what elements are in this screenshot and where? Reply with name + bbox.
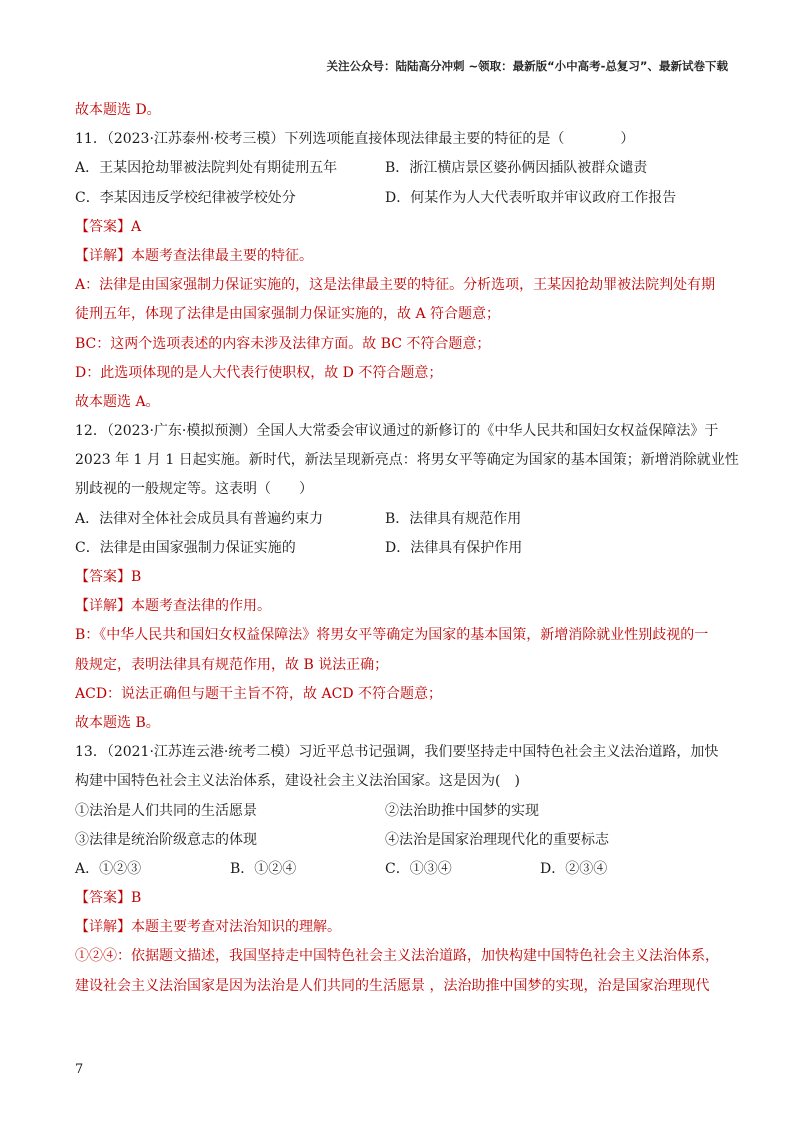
question-13-statements-row2 [75, 826, 735, 855]
explanation-line: ACD：说法正确但与题干主旨不符，故 ACD 不符合题意； [75, 685, 442, 702]
detail-label: 【详解】本题考查法律的作用。 [75, 598, 271, 615]
explanation-line: 般规定，表明法律具有规范作用，故 B 说法正确； [75, 656, 389, 673]
explanation-line: D：此选项体现的是人大代表行使职权，故 D 不符合题意； [75, 364, 443, 381]
detail-label: 【详解】本题主要考查对法治知识的理解。 [75, 919, 341, 936]
question-13-statements-row1 [75, 797, 735, 826]
explanation-line: ①②④：依据题文描述，我国坚持走中国特色社会主义法治道路，加快构建中国特色社会主义法治体系， [75, 948, 719, 965]
document-body [75, 96, 739, 1001]
question-13-stem: 构建中国特色社会主义法治体系，建设社会主义法治国家。这是因为( ) [75, 773, 520, 790]
statement-3: ③法律是统治阶级意志的体现 [75, 831, 257, 848]
page-number: 7 [75, 1062, 84, 1077]
statement-4: ④法治是国家治理现代化的重要标志 [385, 831, 609, 848]
question-11-options-row2 [75, 184, 735, 213]
conclusion-line: 故本题选 A。 [75, 393, 160, 410]
explanation-line: 徒刑五年，体现了法律是由国家强制力保证实施的，故 A 符合题意； [75, 306, 501, 323]
conclusion-line: 故本题选 B。 [75, 714, 160, 731]
question-11-options-row1 [75, 154, 735, 183]
explanation-line: A：法律是由国家强制力保证实施的，这是法律最主要的特征。分析选项，王某因抢劫罪被法院判处有期 [75, 277, 716, 294]
option-c: C．法律是由国家强制力保证实施的 [75, 539, 296, 556]
option-d: D．法律具有保护作用 [385, 539, 523, 556]
statement-2: ②法治助推中国梦的实现 [385, 802, 539, 819]
conclusion-line: 故本题选 D。 [75, 102, 161, 118]
question-11-stem: 11．（2023·江苏泰州·校考三模）下列选项能直接体现法律最主要的特征的是（ ） [75, 131, 635, 148]
question-13-options [75, 855, 735, 884]
question-12-stem: 12．（2023·广东·模拟预测）全国人大常委会审议通过的新修订的《中华人民共和国妇女权益保障法》于 [75, 423, 719, 440]
option-b: B．法律具有规范作用 [385, 510, 522, 527]
statement-1: ①法治是人们共同的生活愿景 [75, 802, 257, 819]
option-c: C．李某因违反学校纪律被学校处分 [75, 189, 296, 206]
question-12-stem: 2023 年 1 月 1 日起实施。新时代，新法呈现新亮点：将男女平等确定为国家的基本国策；新增消除就业性 [75, 452, 739, 469]
answer-label: 【答案】B [75, 569, 142, 585]
explanation-line: B：《中华人民共和国妇女权益保障法》将男女平等确定为国家的基本国策，新增消除就业性别歧视的一 [75, 627, 709, 644]
question-12-options-row1 [75, 505, 735, 534]
question-13-stem: 13．（2021·江苏连云港·统考二模）习近平总书记强调，我们要坚持走中国特色社会主义法治道路，加快 [75, 744, 719, 761]
explanation-line: 建设社会主义法治国家是因为法治是人们共同的生活愿景 ，法治助推中国梦的实现，治是国家治理现代 [75, 977, 710, 994]
option-a: A．①②③ [75, 860, 142, 877]
question-12-options-row2 [75, 534, 735, 563]
answer-label: 【答案】A [75, 218, 142, 235]
explanation-line: BC：这两个选项表述的内容未涉及法律方面。故 BC 不符合题意； [75, 335, 491, 352]
option-a: A．法律对全体社会成员具有普遍约束力 [75, 510, 324, 527]
option-a: A．王某因抢劫罪被法院判处有期徒刑五年 [75, 160, 338, 177]
option-d: D．何某作为人大代表听取并审议政府工作报告 [385, 189, 677, 206]
option-b: B．①②④ [230, 860, 297, 877]
page-header: 关注公众号：陆陆高分冲刺 ~领取：最新版“小中高考-总复习”、最新试卷下载 [326, 59, 728, 73]
answer-label: 【答案】B [75, 890, 142, 907]
question-12-stem: 别歧视的一般规定等。这表明（ ） [75, 481, 313, 498]
option-c: C．①③④ [385, 860, 452, 877]
detail-label: 【详解】本题考查法律最主要的特征。 [75, 247, 313, 264]
option-d: D．②③④ [540, 860, 608, 877]
option-b: B．浙江横店景区婆孙俩因插队被群众谴责 [385, 160, 648, 177]
